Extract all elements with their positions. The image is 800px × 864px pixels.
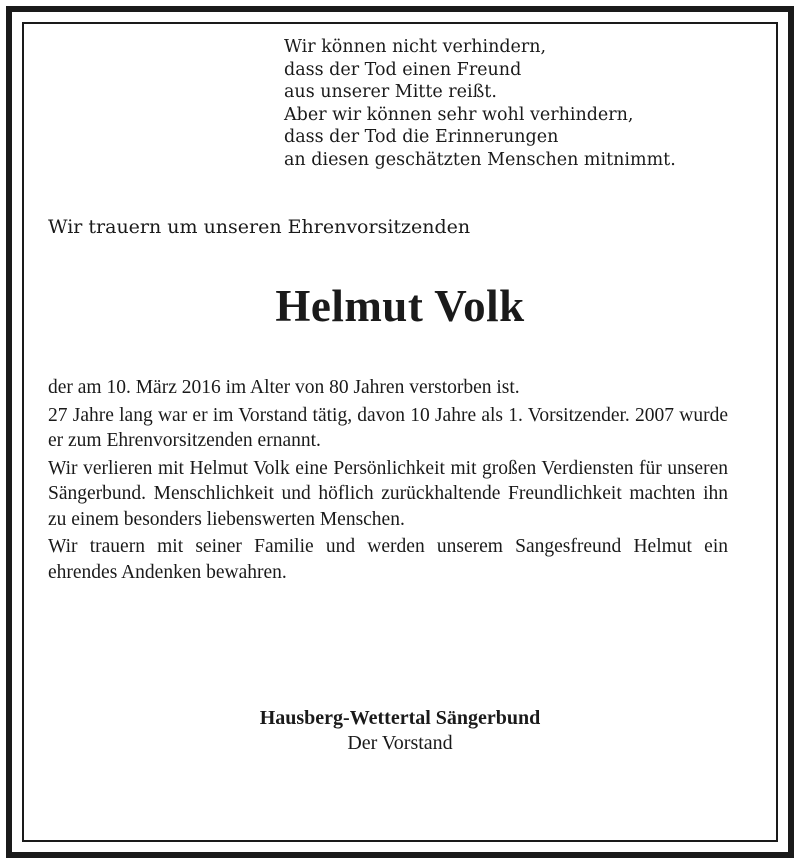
board-label: Der Vorstand xyxy=(347,732,453,754)
poem-line: an diesen geschätzten Menschen mitnimmt. xyxy=(284,149,676,170)
obituary-body xyxy=(48,375,728,587)
poem-line: aus unserer Mitte reißt. xyxy=(284,82,497,102)
poem-line: dass der Tod einen Freund xyxy=(284,59,522,80)
poem-line: Aber wir können sehr wohl verhindern, xyxy=(284,104,634,125)
obituary-paragraph: Wir verlieren mit Helmut Volk eine Persönlichkeit mit großen Verdiensten für unseren Sängerbund. Menschlichkeit und höflich zurückhaltende Freundlichkeit machten ihn zu einem besonders liebenswerten Menschen. xyxy=(48,457,728,530)
poem xyxy=(284,36,676,171)
organization-name: Hausberg-Wettertal Sängerbund xyxy=(259,707,541,729)
obituary-paragraph: 27 Jahre lang war er im Vorstand tätig, davon 10 Jahre als 1. Vorsitzender. 2007 wurde er zum Ehrenvorsitzenden ernannt. xyxy=(48,404,728,451)
poem-line: dass der Tod die Erinnerungen xyxy=(284,127,559,147)
obituary-paragraph: Wir trauern mit seiner Familie und werden unserem Sangesfreund Helmut ein ehrendes Andenken bewahren. xyxy=(48,536,728,583)
poem-line: Wir können nicht verhindern, xyxy=(284,37,547,57)
deceased-name: Helmut Volk xyxy=(275,281,525,331)
signature-block xyxy=(0,706,800,756)
mourning-intro: Wir trauern um unseren Ehrenvorsitzenden xyxy=(48,216,471,238)
obituary-paragraph: der am 10. März 2016 im Alter von 80 Jahren verstorben ist. xyxy=(48,377,520,398)
